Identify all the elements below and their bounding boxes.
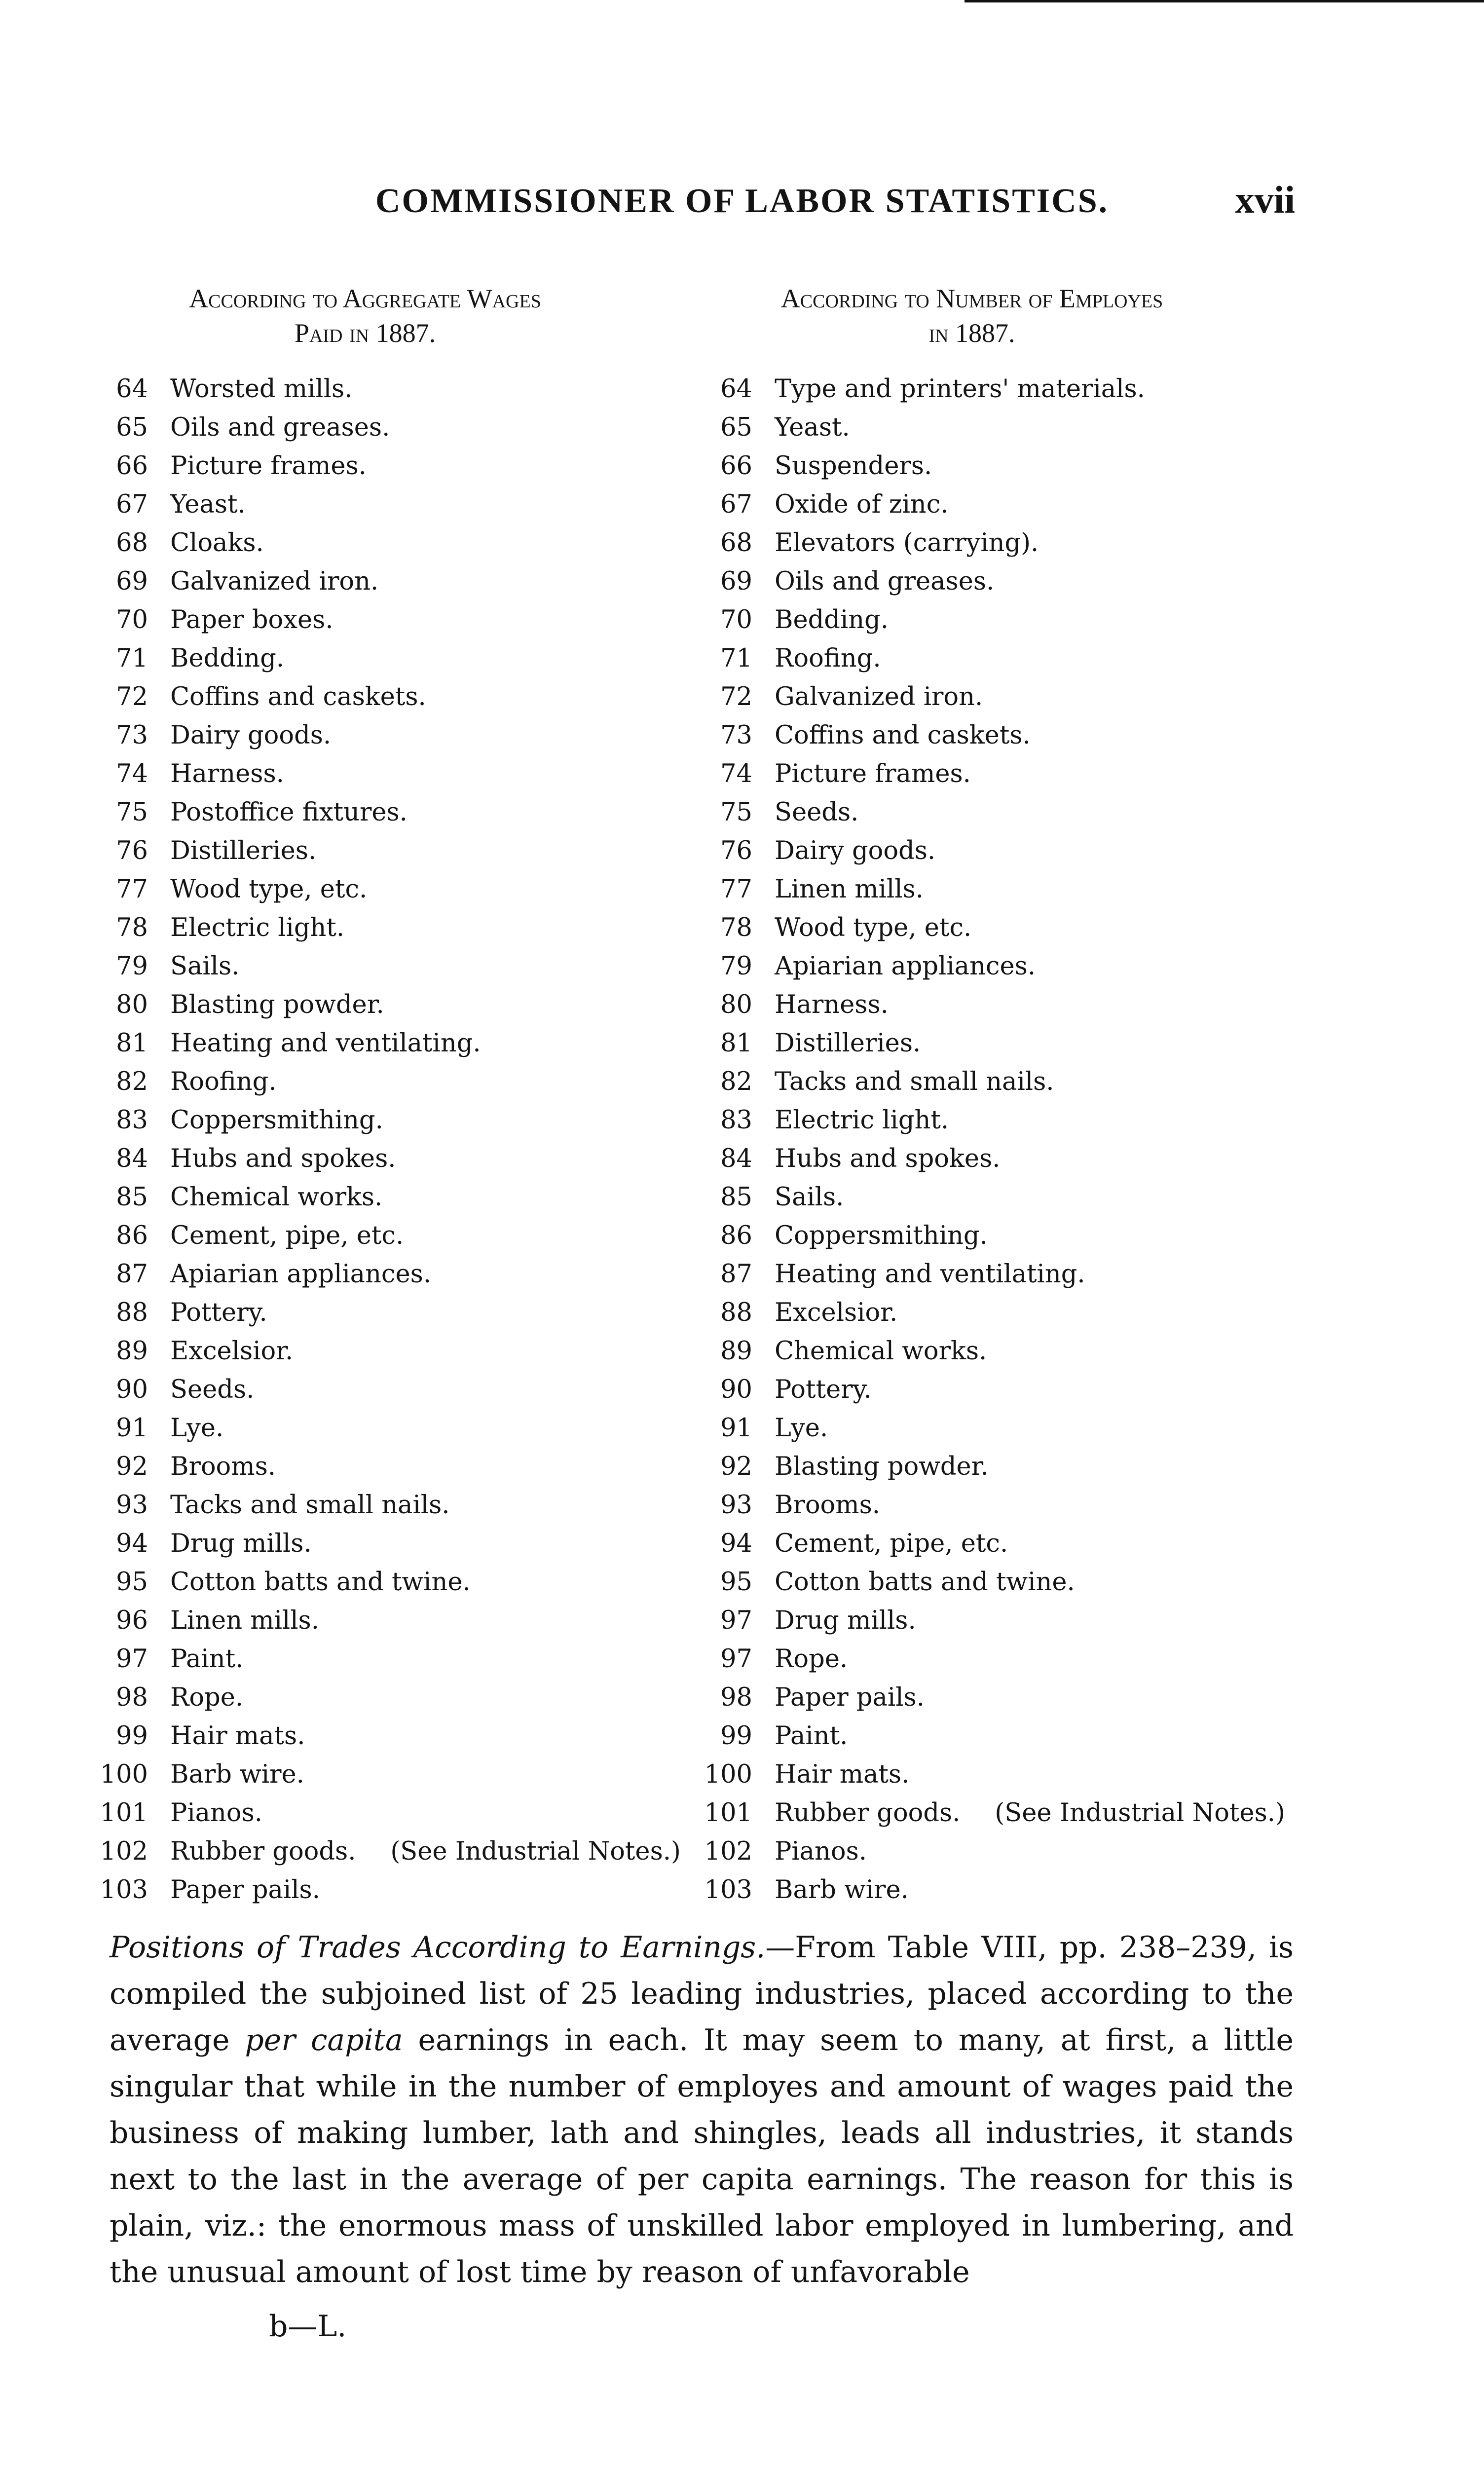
industry-name [775, 1448, 989, 1486]
industry-name [170, 1217, 404, 1255]
industry-name [170, 1332, 293, 1371]
industry-name-text: Barb wire. [170, 1760, 304, 1789]
industry-name-text: Cotton batts and twine. [775, 1568, 1075, 1597]
industry-name-text: Electric light. [170, 913, 345, 942]
rank-number: 80 [116, 990, 148, 1019]
industry-name-text: Oxide of zinc. [775, 490, 949, 519]
paragraph-text-2: earnings in each. It may seem to many, at first, a little singular that while in the number of employes and amount of wages paid the business of making lumber, lath and shingles, leads all industries, it stands next to the last in the average of per capita earnings. The reason for this is plain, viz.: the enormous mass of unskilled labor employed in lumbering, and the unusual amount of lost time by reason of unfavorable [110, 2023, 1294, 2289]
industry-name-text: Oils and greases. [775, 567, 995, 596]
rank-number: 99 [116, 1721, 148, 1751]
industry-name [170, 1717, 305, 1756]
industry-name [775, 1178, 844, 1217]
rank-number: 76 [116, 836, 148, 865]
industry-name [775, 1486, 880, 1525]
industry-name [170, 1756, 304, 1794]
industry-name-text: Rubber goods. [775, 1798, 961, 1828]
industry-name-text: Electric light. [775, 1106, 949, 1135]
industry-name [170, 716, 331, 755]
industry-name [775, 947, 1036, 986]
industry-name-text: Excelsior. [775, 1298, 898, 1327]
rank-number: 102 [100, 1837, 148, 1866]
industry-name-text: Coppersmithing. [170, 1106, 383, 1135]
rank-number: 74 [720, 759, 752, 788]
industry-note: (See Industrial Notes.) [390, 1837, 681, 1866]
industry-name [775, 1679, 925, 1717]
industry-name-text: Lye. [170, 1414, 224, 1443]
industry-name-text: Picture frames. [775, 759, 971, 788]
rank-number: 73 [116, 721, 148, 750]
rank-number: 83 [720, 1106, 752, 1135]
industry-name-text: Wood type, etc. [170, 875, 368, 904]
rank-number: 85 [720, 1183, 752, 1212]
rank-number: 74 [116, 759, 148, 788]
industry-name [170, 1294, 267, 1332]
rank-number: 76 [720, 836, 752, 865]
industry-name-text: Linen mills. [775, 875, 924, 904]
rank-number: 75 [720, 798, 752, 827]
paragraph-text-1: —From Table VIII, pp. 238–239, is compiled the subjoined list of 25 leading industries, placed according to the average [110, 1930, 1294, 2057]
industry-name [170, 1024, 481, 1063]
industry-name [170, 562, 378, 601]
rank-number: 67 [116, 490, 148, 519]
industry-name-text: Roofing. [170, 1067, 277, 1096]
rank-number: 69 [720, 567, 752, 596]
industry-name-text: Paint. [775, 1721, 848, 1751]
industry-name [775, 1640, 848, 1679]
industry-name [170, 370, 352, 409]
rank-number: 81 [720, 1029, 752, 1058]
industry-name-text: Bedding. [775, 605, 889, 635]
rank-number: 83 [116, 1106, 148, 1135]
rank-number: 89 [116, 1337, 148, 1366]
left-column-heading-line1: According to Aggregate Wages [189, 284, 541, 313]
rank-number: 97 [116, 1645, 148, 1674]
industry-name-text: Cloaks. [170, 528, 264, 558]
industry-name [170, 870, 367, 909]
industry-name-text: Paper boxes. [170, 605, 334, 635]
industry-name-text: Postoffice fixtures. [170, 798, 408, 827]
industry-name-text: Brooms. [775, 1491, 881, 1520]
industry-name-text: Cement, pipe, etc. [775, 1529, 1008, 1558]
industry-name-text: Distilleries. [170, 836, 317, 865]
industry-name [775, 639, 881, 678]
industry-name [170, 1525, 312, 1563]
industry-name-text: Rubber goods. [170, 1837, 356, 1866]
industry-name [775, 793, 858, 832]
rank-number: 67 [720, 490, 752, 519]
industry-name-text: Blasting powder. [775, 1452, 989, 1481]
industry-name-text: Paint. [170, 1645, 244, 1674]
industry-name-text: Hair mats. [775, 1760, 910, 1789]
industry-name-text: Pottery. [775, 1375, 872, 1404]
rank-number: 84 [720, 1144, 752, 1173]
industry-name [775, 755, 971, 793]
industry-name [775, 1409, 828, 1448]
industry-name-text: Apiarian appliances. [775, 952, 1036, 981]
industry-name [775, 1332, 987, 1371]
industry-name-text: Coffins and caskets. [775, 721, 1031, 750]
industry-name [170, 1063, 277, 1101]
rank-number: 91 [720, 1414, 752, 1443]
rank-number: 87 [720, 1260, 752, 1289]
industry-name [170, 1178, 382, 1217]
industry-name [170, 447, 367, 486]
industry-name-text: Blasting powder. [170, 990, 384, 1019]
rank-number: 86 [116, 1221, 148, 1250]
industry-name-text: Type and printers' materials. [775, 374, 1145, 404]
industry-name-text: Drug mills. [170, 1529, 312, 1558]
rank-number: 79 [720, 952, 752, 981]
industry-name [170, 755, 284, 793]
rank-number: 73 [720, 721, 752, 750]
industry-name [775, 1871, 909, 1909]
page-number: xvii [1235, 178, 1295, 221]
rank-number: 84 [116, 1144, 148, 1173]
industry-name-text: Galvanized iron. [170, 567, 379, 596]
right-column-heading [705, 281, 1238, 350]
rank-number: 93 [720, 1491, 752, 1520]
top-rule [965, 0, 1484, 2]
industry-name-text: Harness. [170, 759, 284, 788]
industry-name [170, 1255, 431, 1294]
industry-name [775, 562, 994, 601]
rank-number: 85 [116, 1183, 148, 1212]
rank-number: 87 [116, 1260, 148, 1289]
industry-name-text: Suspenders. [775, 451, 932, 481]
industry-name-text: Elevators (carrying). [775, 528, 1039, 558]
industry-name-text: Dairy goods. [775, 836, 936, 865]
industry-name [775, 1294, 897, 1332]
industry-name-text: Distilleries. [775, 1029, 921, 1058]
right-column-heading-line2: in 1887. [928, 318, 1015, 348]
industry-name [170, 409, 390, 447]
rank-number: 80 [720, 990, 752, 1019]
industry-name [775, 409, 850, 447]
industry-name-text: Heating and ventilating. [170, 1029, 481, 1058]
industry-name-text: Yeast. [170, 490, 246, 519]
rank-number: 64 [116, 374, 148, 404]
paragraph-lead: Positions of Trades According to Earnings. [110, 1930, 766, 1965]
rank-number: 79 [116, 952, 148, 981]
industry-name-text: Paper pails. [775, 1683, 925, 1712]
industry-name-text: Drug mills. [775, 1606, 916, 1635]
industry-name [775, 1101, 949, 1140]
rank-number: 77 [116, 875, 148, 904]
rank-number: 81 [116, 1029, 148, 1058]
industry-name [170, 1871, 320, 1909]
industry-name-text: Cotton batts and twine. [170, 1568, 471, 1597]
rank-number: 69 [116, 567, 148, 596]
industry-name-text: Pianos. [775, 1837, 867, 1866]
left-column-heading-line2: Paid in 1887. [294, 318, 436, 348]
industry-name [170, 486, 246, 524]
industry-name [775, 370, 1145, 409]
industry-name [170, 1409, 223, 1448]
industry-name-text: Paper pails. [170, 1875, 320, 1905]
industry-name-text: Oils and greases. [170, 413, 390, 442]
rank-number: 102 [704, 1837, 752, 1866]
industry-name [170, 947, 239, 986]
rank-number: 91 [116, 1414, 148, 1443]
rank-number: 97 [720, 1606, 752, 1635]
industry-name-text: Pianos. [170, 1798, 262, 1828]
rank-number: 90 [116, 1375, 148, 1404]
industry-note: (See Industrial Notes.) [995, 1798, 1285, 1828]
right-column-heading-line1: According to Number of Employes [780, 284, 1163, 313]
rank-number: 78 [720, 913, 752, 942]
industry-name [170, 793, 408, 832]
industry-name [170, 1371, 254, 1409]
industry-name [170, 601, 334, 639]
industry-name [775, 1717, 848, 1756]
industry-name [170, 1101, 383, 1140]
rank-number: 94 [720, 1529, 752, 1558]
industry-name-text: Seeds. [170, 1375, 255, 1404]
industry-name-text: Cement, pipe, etc. [170, 1221, 404, 1250]
industry-name [170, 909, 344, 947]
rank-number: 78 [116, 913, 148, 942]
industry-name-text: Hubs and spokes. [170, 1144, 396, 1173]
industry-name [170, 1640, 243, 1679]
rank-number: 103 [100, 1875, 148, 1905]
rank-number: 65 [720, 413, 752, 442]
industry-name [775, 1024, 921, 1063]
industry-name-text: Pottery. [170, 1298, 267, 1327]
industry-name-text: Picture frames. [170, 451, 367, 481]
rank-number: 88 [720, 1298, 752, 1327]
industry-name [775, 1602, 916, 1640]
industry-name [775, 986, 889, 1024]
industry-name [775, 716, 1031, 755]
industry-name-text: Worsted mills. [170, 374, 353, 404]
industry-name [775, 601, 889, 639]
rank-number: 66 [720, 451, 752, 481]
rank-number: 92 [116, 1452, 148, 1481]
industry-name-text: Sails. [170, 952, 240, 981]
industry-name-text: Yeast. [775, 413, 850, 442]
industry-name-text: Harness. [775, 990, 889, 1019]
industry-name [775, 1794, 1285, 1832]
industry-name [775, 1756, 909, 1794]
industry-name-text: Barb wire. [775, 1875, 909, 1905]
industry-name [170, 1563, 471, 1602]
rank-number: 95 [116, 1568, 148, 1597]
rank-number: 64 [720, 374, 752, 404]
rank-number: 97 [720, 1645, 752, 1674]
industry-name-text: Bedding. [170, 644, 284, 673]
rank-number: 96 [116, 1606, 148, 1635]
rank-number: 70 [116, 605, 148, 635]
signature-mark: b—L. [269, 2309, 347, 2344]
rank-number: 93 [116, 1491, 148, 1520]
rank-number: 70 [720, 605, 752, 635]
industry-name-text: Rope. [170, 1683, 244, 1712]
rank-number: 88 [116, 1298, 148, 1327]
industry-name [775, 870, 924, 909]
rank-number: 99 [720, 1721, 752, 1751]
industry-name [170, 1602, 319, 1640]
industry-name [775, 1525, 1008, 1563]
industry-name-text: Hair mats. [170, 1721, 305, 1751]
industry-name-text: Linen mills. [170, 1606, 319, 1635]
industry-name-text: Apiarian appliances. [170, 1260, 432, 1289]
industry-name [775, 1140, 1000, 1178]
industry-name [775, 909, 971, 947]
rank-number: 89 [720, 1337, 752, 1366]
industry-name-text: Seeds. [775, 798, 859, 827]
industry-name [170, 678, 426, 716]
rank-number: 100 [100, 1760, 148, 1789]
rank-number: 103 [704, 1875, 752, 1905]
industry-name-text: Coppersmithing. [775, 1221, 988, 1250]
rank-number: 75 [116, 798, 148, 827]
industry-name [775, 1217, 988, 1255]
rank-number: 98 [116, 1683, 148, 1712]
rank-number: 71 [116, 644, 148, 673]
rank-number: 82 [720, 1067, 752, 1096]
industry-name-text: Lye. [775, 1414, 828, 1443]
industry-name-text: Rope. [775, 1645, 848, 1674]
industry-name [775, 678, 983, 716]
industry-name-text: Chemical works. [775, 1337, 987, 1366]
rank-number: 72 [116, 682, 148, 711]
body-paragraph [110, 1924, 1294, 2295]
page-title: COMMISSIONER OF LABOR STATISTICS. [375, 182, 1109, 220]
industry-name [170, 1679, 243, 1717]
rank-number: 72 [720, 682, 752, 711]
rank-number: 90 [720, 1375, 752, 1404]
rank-number: 98 [720, 1683, 752, 1712]
industry-name [170, 1794, 262, 1832]
industry-name-text: Brooms. [170, 1452, 276, 1481]
industry-name-text: Tacks and small nails. [775, 1067, 1054, 1096]
industry-name-text: Excelsior. [170, 1337, 294, 1366]
industry-name [775, 524, 1039, 562]
rank-number: 68 [720, 528, 752, 558]
industry-name [775, 1563, 1075, 1602]
industry-name-text: Galvanized iron. [775, 682, 983, 711]
rank-number: 82 [116, 1067, 148, 1096]
industry-name-text: Dairy goods. [170, 721, 332, 750]
industry-name-text: Coffins and caskets. [170, 682, 426, 711]
left-column-heading [99, 281, 631, 350]
rank-number: 68 [116, 528, 148, 558]
industry-name [170, 1448, 276, 1486]
industry-name [170, 639, 284, 678]
industry-name [775, 832, 935, 870]
industry-name [775, 1063, 1054, 1101]
rank-number: 92 [720, 1452, 752, 1481]
industry-name [170, 1486, 449, 1525]
industry-name [170, 832, 316, 870]
paragraph-emphasis: per capita [245, 2023, 403, 2057]
rank-number: 71 [720, 644, 752, 673]
rank-number: 101 [704, 1798, 752, 1828]
rank-number: 94 [116, 1529, 148, 1558]
industry-name-text: Chemical works. [170, 1183, 383, 1212]
industry-name [170, 524, 264, 562]
industry-name-text: Heating and ventilating. [775, 1260, 1085, 1289]
industry-name [775, 486, 949, 524]
industry-name-text: Sails. [775, 1183, 844, 1212]
industry-name [775, 1255, 1085, 1294]
industry-name-text: Wood type, etc. [775, 913, 972, 942]
industry-name [775, 447, 932, 486]
rank-number: 65 [116, 413, 148, 442]
industry-name [170, 1832, 681, 1871]
rank-number: 86 [720, 1221, 752, 1250]
rank-number: 77 [720, 875, 752, 904]
industry-name [170, 1140, 396, 1178]
industry-name [775, 1832, 867, 1871]
rank-number: 100 [704, 1760, 752, 1789]
rank-number: 66 [116, 451, 148, 481]
industry-name-text: Roofing. [775, 644, 881, 673]
industry-name [775, 1371, 872, 1409]
industry-name [170, 986, 384, 1024]
rank-number: 95 [720, 1568, 752, 1597]
rank-number: 101 [100, 1798, 148, 1828]
industry-name-text: Tacks and small nails. [170, 1491, 450, 1520]
industry-name-text: Hubs and spokes. [775, 1144, 1001, 1173]
